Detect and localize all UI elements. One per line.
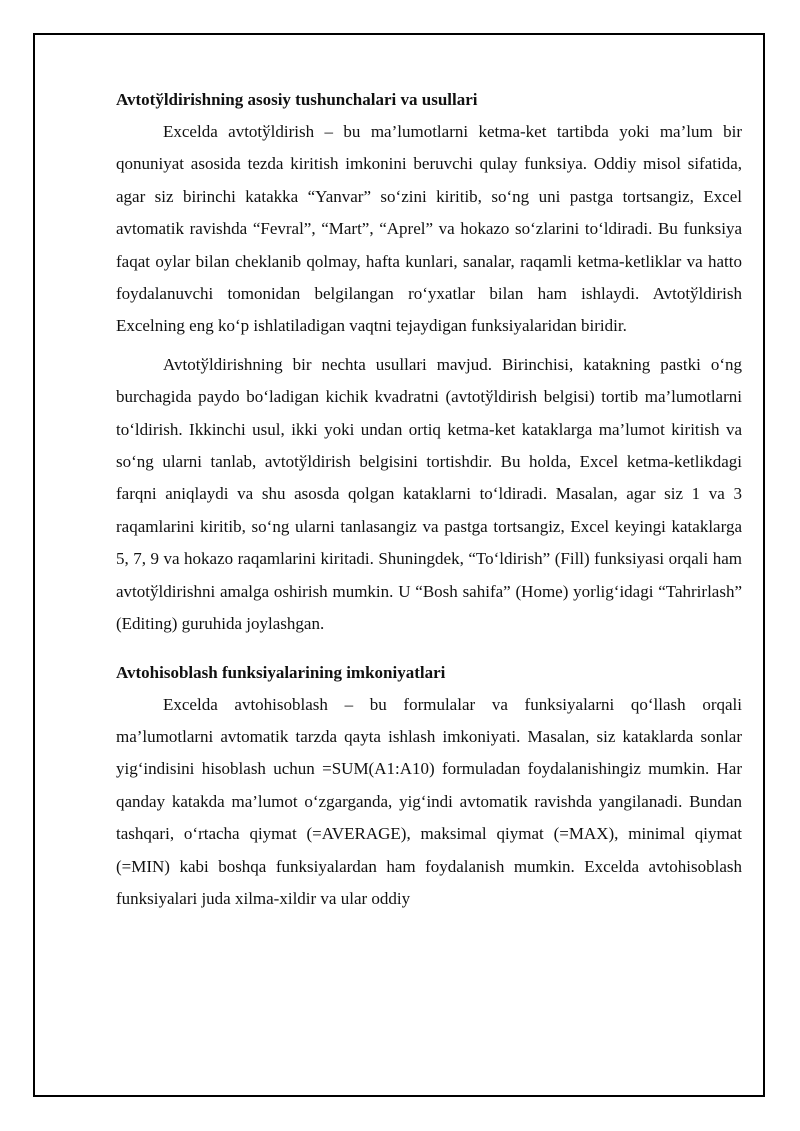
document-body [116,84,742,915]
paragraph-autofill-intro: Excelda avtotўldirish – bu ma’lumotlarni ketma-ket tartibda yoki ma’lum bir qonuniyat asosida tezda kiritish imkonini beruvchi qulay funksiya. Oddiy misol sifatida, agar siz birinchi katakka “Yanvar” so‘zini kiritib, so‘ng uni pastga tortsangiz, Excel avtomatik ravishda “Fevral”, “Mart”, “Aprel” va hokazo so‘zlarini to‘ldiradi. Bu funksiya faqat oylar bilan cheklanib qolmay, hafta kunlari, sanalar, raqamli ketma-ketliklar va hatto foydalanuvchi tomonidan belgilangan ro‘yxatlar bilan ham ishlaydi. Avtotўldirish Excelning eng ko‘p ishlatiladigan vaqtni tejaydigan funksiyalaridan biridir. [116,122,742,336]
section-heading-autocalc: Avtohisoblash funksiyalarining imkoniyatlari [116,662,446,682]
section-heading-autofill: Avtotўldirishning asosiy tushunchalari va usullari [116,90,478,109]
paragraph-autocalc-intro: Excelda avtohisoblash – bu formulalar va funksiyalarni qo‘llash orqali ma’lumotlarni avtomatik tarzda qayta ishlash imkoniyati. Masalan, siz kataklarda sonlar yig‘indisini hisoblash uchun =SUM(A1:A10) formuladan foydalanishingiz mumkin. Har qanday katakda ma’lumot o‘zgarganda, yig‘indi avtomatik ravishda yangilanadi. Bundan tashqari, o‘rtacha qiymat (=AVERAGE), maksimal qiymat (=MAX), minimal qiymat (=MIN) kabi boshqa funksiyalardan ham foydalanish mumkin. Excelda avtohisoblash funksiyalari juda xilma-xildir va ular oddiy [116,694,742,908]
paragraph-autofill-methods: Avtotўldirishning bir nechta usullari mavjud. Birinchisi, katakning pastki o‘ng burchagida paydo bo‘ladigan kichik kvadratni (avtotўldirish belgisi) tortib ma’lumotlarni to‘ldirish. Ikkinchi usul, ikki yoki undan ortiq ketma-ket kataklarga ma’lumot kiritish va so‘ng ularni tanlab, avtotўldirish belgisini tortishdir. Bu holda, Excel ketma-ketlikdagi farqni aniqlaydi va shu asosda qolgan kataklarni to‘ldiradi. Masalan, agar siz 1 va 3 raqamlarini kiritib, so‘ng ularni tanlasangiz va pastga tortsangiz, Excel keyingi kataklarga 5, 7, 9 va hokazo raqamlarini kiritadi. Shuningdek, “To‘ldirish” (Fill) funksiyasi orqali ham avtotўldirishni amalga oshirish mumkin. U “Bosh sahifa” (Home) yorlig‘idagi “Tahrirlash” (Editing) guruhida joylashgan. [116,354,742,634]
